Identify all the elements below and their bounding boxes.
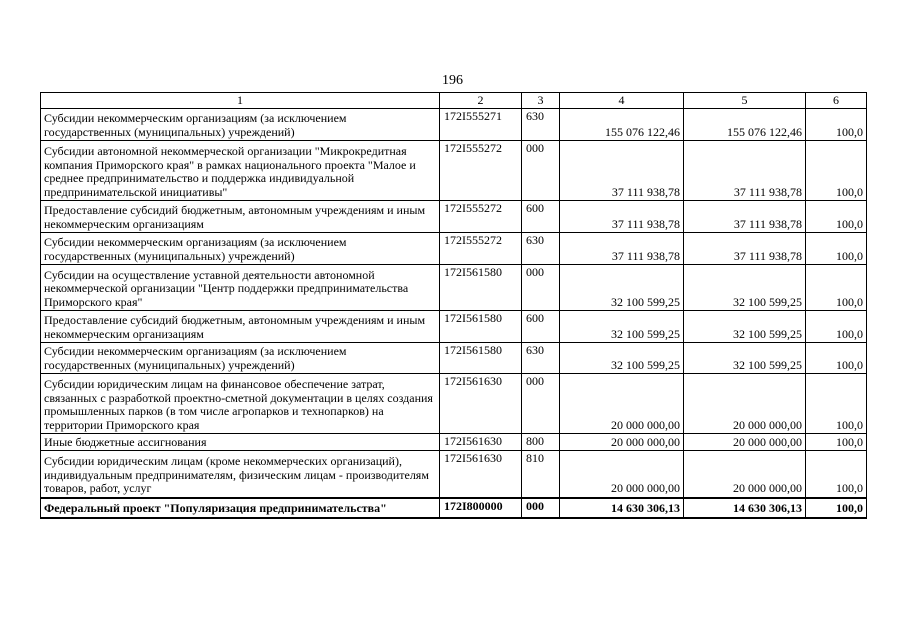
row-planned-amount: 32 100 599,25 <box>560 343 684 374</box>
row-execution-percent: 100,0 <box>806 109 867 141</box>
row-target-code: 172I561630 <box>440 374 522 434</box>
row-executed-amount: 20 000 000,00 <box>684 434 806 451</box>
row-description: Субсидии автономной некоммерческой организации "Микрокредитная компания Приморского края" в рамках национального проекта "Малое и среднее предпринимательство и поддержка индивидуальной предпринимательской инициативы" <box>41 141 440 201</box>
row-planned-amount: 20 000 000,00 <box>560 451 684 498</box>
row-planned-amount: 32 100 599,25 <box>560 311 684 343</box>
row-execution-percent: 100,0 <box>806 374 867 434</box>
row-execution-percent: 100,0 <box>806 343 867 374</box>
row-planned-amount: 37 111 938,78 <box>560 141 684 201</box>
row-description: Субсидии некоммерческим организациям (за исключением государственных (муниципальных) учреждений) <box>41 343 440 374</box>
row-planned-amount: 20 000 000,00 <box>560 374 684 434</box>
table-row <box>41 109 867 141</box>
row-planned-amount: 32 100 599,25 <box>560 265 684 311</box>
row-execution-percent: 100,0 <box>806 451 867 498</box>
column-header-3: 3 <box>522 93 560 109</box>
row-target-code: 172I561630 <box>440 451 522 498</box>
row-executed-amount: 155 076 122,46 <box>684 109 806 141</box>
table-row <box>41 265 867 311</box>
row-executed-amount: 20 000 000,00 <box>684 374 806 434</box>
row-executed-amount: 37 111 938,78 <box>684 141 806 201</box>
row-executed-amount: 14 630 306,13 <box>684 498 806 518</box>
column-header-6: 6 <box>806 93 867 109</box>
row-target-code: 172I555272 <box>440 233 522 265</box>
column-header-1: 1 <box>41 93 440 109</box>
row-expense-type: 000 <box>522 141 560 201</box>
row-target-code: 172I555272 <box>440 201 522 233</box>
row-executed-amount: 37 111 938,78 <box>684 233 806 265</box>
row-planned-amount: 14 630 306,13 <box>560 498 684 518</box>
column-header-2: 2 <box>440 93 522 109</box>
row-execution-percent: 100,0 <box>806 201 867 233</box>
row-executed-amount: 20 000 000,00 <box>684 451 806 498</box>
row-description: Предоставление субсидий бюджетным, автономным учреждениям и иным некоммерческим организациям <box>41 201 440 233</box>
row-description: Иные бюджетные ассигнования <box>41 434 440 451</box>
row-execution-percent: 100,0 <box>806 265 867 311</box>
row-target-code: 172I555271 <box>440 109 522 141</box>
row-expense-type: 000 <box>522 374 560 434</box>
row-description: Субсидии некоммерческим организациям (за исключением государственных (муниципальных) учреждений) <box>41 109 440 141</box>
table-row <box>41 201 867 233</box>
table-row <box>41 374 867 434</box>
row-target-code: 172I561630 <box>440 434 522 451</box>
row-description: Субсидии на осуществление уставной деятельности автономной некоммерческой организации "Центр поддержки предпринимательства Приморского края" <box>41 265 440 311</box>
row-expense-type: 600 <box>522 201 560 233</box>
row-execution-percent: 100,0 <box>806 434 867 451</box>
row-target-code: 172I555272 <box>440 141 522 201</box>
table-row <box>41 141 867 201</box>
table-row <box>41 343 867 374</box>
table-row <box>41 233 867 265</box>
row-target-code: 172I561580 <box>440 311 522 343</box>
row-execution-percent: 100,0 <box>806 311 867 343</box>
row-execution-percent: 100,0 <box>806 498 867 518</box>
budget-table <box>40 92 867 519</box>
column-header-5: 5 <box>684 93 806 109</box>
table-row <box>41 311 867 343</box>
row-execution-percent: 100,0 <box>806 141 867 201</box>
row-description: Субсидии некоммерческим организациям (за исключением государственных (муниципальных) учреждений) <box>41 233 440 265</box>
row-execution-percent: 100,0 <box>806 233 867 265</box>
row-description: Предоставление субсидий бюджетным, автономным учреждениям и иным некоммерческим организациям <box>41 311 440 343</box>
row-expense-type: 630 <box>522 343 560 374</box>
row-expense-type: 630 <box>522 109 560 141</box>
row-description: Субсидии юридическим лицам (кроме некоммерческих организаций), индивидуальным предпринимателям, физическим лицам - производителям товаров, работ, услуг <box>41 451 440 498</box>
row-planned-amount: 37 111 938,78 <box>560 233 684 265</box>
table-row <box>41 498 867 518</box>
column-numbers-row <box>41 93 867 109</box>
column-header-4: 4 <box>560 93 684 109</box>
row-expense-type: 810 <box>522 451 560 498</box>
row-expense-type: 630 <box>522 233 560 265</box>
row-planned-amount: 20 000 000,00 <box>560 434 684 451</box>
row-executed-amount: 32 100 599,25 <box>684 311 806 343</box>
page-number: 196 <box>442 73 463 88</box>
row-description: Субсидии юридическим лицам на финансовое обеспечение затрат, связанных с разработкой проектно-сметной документации в целях создания промышленных парков (в том числе агропарков и технопарков) на территории Приморского края <box>41 374 440 434</box>
row-planned-amount: 155 076 122,46 <box>560 109 684 141</box>
table-row <box>41 434 867 451</box>
row-target-code: 172I561580 <box>440 265 522 311</box>
row-executed-amount: 32 100 599,25 <box>684 343 806 374</box>
row-expense-type: 600 <box>522 311 560 343</box>
row-executed-amount: 32 100 599,25 <box>684 265 806 311</box>
row-planned-amount: 37 111 938,78 <box>560 201 684 233</box>
table-row <box>41 451 867 498</box>
row-description: Федеральный проект "Популяризация предпринимательства" <box>41 498 440 518</box>
row-executed-amount: 37 111 938,78 <box>684 201 806 233</box>
row-expense-type: 000 <box>522 498 560 518</box>
row-expense-type: 000 <box>522 265 560 311</box>
row-expense-type: 800 <box>522 434 560 451</box>
row-target-code: 172I561580 <box>440 343 522 374</box>
row-target-code: 172I800000 <box>440 498 522 518</box>
